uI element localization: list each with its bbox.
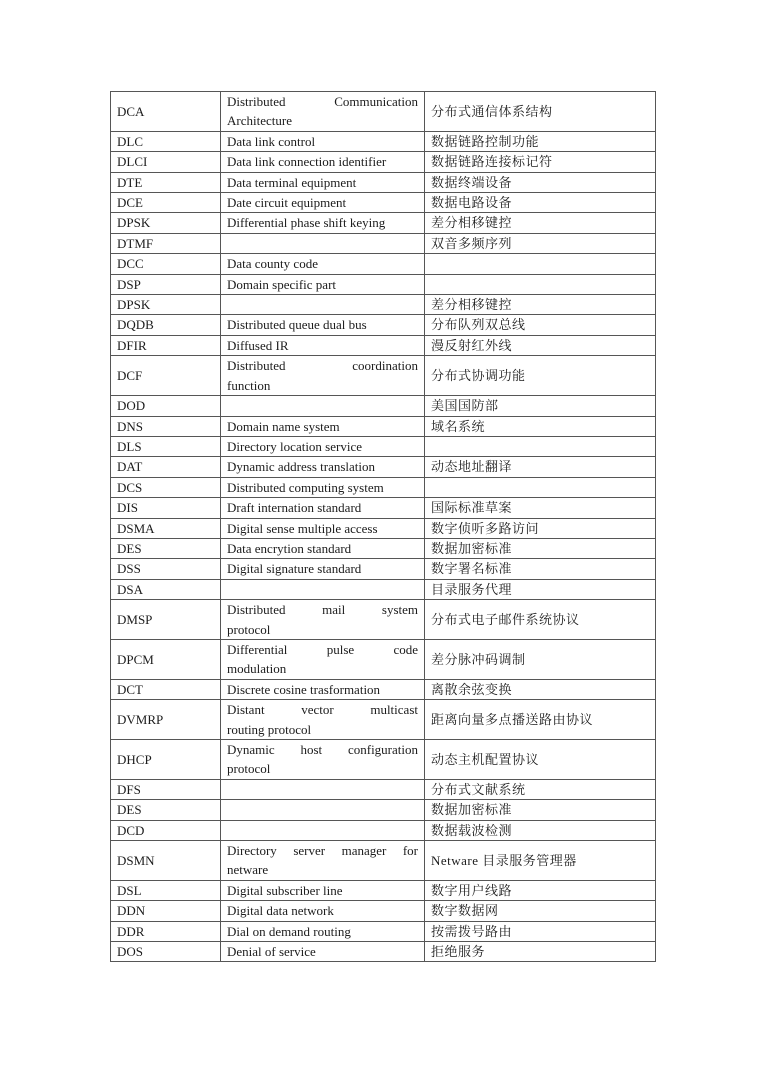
english-name-cell: Differential phase shift keying [221,213,425,233]
chinese-translation-cell: 双音多频序列 [425,233,656,253]
english-name-line: Differential pulse code [227,641,418,657]
english-name-cell [221,92,425,132]
chinese-translation-cell: 动态地址翻译 [425,457,656,477]
chinese-translation-cell: 拒绝服务 [425,942,656,962]
table-row [111,315,656,335]
chinese-translation-cell: 数据链路控制功能 [425,131,656,151]
english-name-cell [221,639,425,679]
english-name-cell: Denial of service [221,942,425,962]
english-name-cell: Discrete cosine trasformation [221,679,425,699]
table-row [111,396,656,416]
table-row [111,457,656,477]
table-row [111,152,656,172]
english-name-cell: Dial on demand routing [221,921,425,941]
table-row [111,92,656,132]
english-name-cell: Data link control [221,131,425,151]
chinese-translation-cell: 动态主机配置协议 [425,740,656,780]
chinese-translation-cell: 分布式文献系统 [425,779,656,799]
chinese-translation-cell: 数据终端设备 [425,172,656,192]
chinese-translation-cell: 分布队列双总线 [425,315,656,335]
abbreviation-cell: DCS [111,477,221,497]
chinese-translation-cell: 数据电路设备 [425,193,656,213]
table-row [111,639,656,679]
abbreviation-cell: DSMN [111,841,221,881]
table-row [111,295,656,315]
english-name-line: function [227,377,271,393]
chinese-translation-cell: 分布式协调功能 [425,356,656,396]
english-name-cell: Dynamic address translation [221,457,425,477]
english-name-line: Distant vector multicast [227,702,418,718]
glossary-table-body [111,92,656,962]
abbreviation-cell: DMSP [111,600,221,640]
chinese-translation-cell: 数字用户线路 [425,880,656,900]
abbreviation-cell: DOD [111,396,221,416]
chinese-translation-cell: 数字署名标准 [425,559,656,579]
english-name-cell: Domain specific part [221,274,425,294]
table-row [111,600,656,640]
table-row [111,172,656,192]
english-name-line: Architecture [227,113,292,129]
english-name-cell: Data county code [221,254,425,274]
table-row [111,356,656,396]
english-name-line: modulation [227,661,287,677]
english-name-cell: Diffused IR [221,335,425,355]
abbreviation-cell: DDN [111,901,221,921]
english-name-line: protocol [227,621,271,637]
abbreviation-cell: DES [111,800,221,820]
english-name-cell: Data encrytion standard [221,538,425,558]
english-name-line: netware [227,862,269,878]
table-row [111,498,656,518]
english-name-cell [221,820,425,840]
table-row [111,901,656,921]
chinese-translation-cell: 分布式通信体系结构 [425,92,656,132]
table-row [111,779,656,799]
abbreviation-cell: DSP [111,274,221,294]
chinese-translation-cell: 漫反射红外线 [425,335,656,355]
abbreviation-cell: DCC [111,254,221,274]
chinese-translation-cell: 差分脉冲码调制 [425,639,656,679]
chinese-translation-cell: Netware 目录服务管理器 [425,841,656,881]
table-row [111,942,656,962]
chinese-translation-cell: 距离向量多点播送路由协议 [425,700,656,740]
abbreviation-cell: DCA [111,92,221,132]
english-name-line: protocol [227,761,271,777]
table-row [111,538,656,558]
abbreviation-cell: DCF [111,356,221,396]
english-name-line: Dynamic host configuration [227,742,418,757]
abbreviation-cell: DSMA [111,518,221,538]
table-row [111,841,656,881]
chinese-translation-cell [425,477,656,497]
abbreviation-cell: DNS [111,416,221,436]
english-name-cell [221,841,425,881]
abbreviation-cell: DSA [111,579,221,599]
chinese-translation-cell: 离散余弦变换 [425,679,656,699]
english-name-line: Distributed coordination [227,358,418,374]
table-row [111,740,656,780]
glossary-table [110,91,656,962]
table-row [111,416,656,436]
abbreviation-cell: DLC [111,131,221,151]
english-name-cell [221,356,425,396]
english-name-cell: Digital data network [221,901,425,921]
chinese-translation-cell: 数据载波检测 [425,820,656,840]
chinese-translation-cell: 数字数据网 [425,901,656,921]
chinese-translation-cell [425,274,656,294]
abbreviation-cell: DSS [111,559,221,579]
abbreviation-cell: DQDB [111,315,221,335]
english-name-cell: Distributed queue dual bus [221,315,425,335]
abbreviation-cell: DIS [111,498,221,518]
abbreviation-cell: DLS [111,436,221,456]
abbreviation-cell: DPCM [111,639,221,679]
table-row [111,233,656,253]
english-name-cell [221,800,425,820]
english-name-cell: Digital signature standard [221,559,425,579]
abbreviation-cell: DPSK [111,295,221,315]
chinese-translation-cell: 数据链路连接标记符 [425,152,656,172]
abbreviation-cell: DFS [111,779,221,799]
abbreviation-cell: DDR [111,921,221,941]
english-name-line: Directory server manager for [227,843,418,859]
english-name-cell: Domain name system [221,416,425,436]
chinese-translation-cell: 差分相移键控 [425,213,656,233]
chinese-translation-cell: 域名系统 [425,416,656,436]
chinese-translation-cell [425,254,656,274]
abbreviation-cell: DSL [111,880,221,900]
table-row [111,579,656,599]
table-row [111,213,656,233]
chinese-translation-cell: 美国国防部 [425,396,656,416]
chinese-translation-cell: 数字侦听多路访问 [425,518,656,538]
chinese-translation-cell: 差分相移键控 [425,295,656,315]
english-name-cell [221,233,425,253]
english-name-cell [221,600,425,640]
table-row [111,477,656,497]
table-row [111,880,656,900]
abbreviation-cell: DFIR [111,335,221,355]
english-name-cell: Digital sense multiple access [221,518,425,538]
abbreviation-cell: DAT [111,457,221,477]
abbreviation-cell: DCE [111,193,221,213]
abbreviation-cell: DTMF [111,233,221,253]
abbreviation-cell: DHCP [111,740,221,780]
table-row [111,700,656,740]
table-row [111,559,656,579]
english-name-cell: Draft internation standard [221,498,425,518]
english-name-cell [221,579,425,599]
table-row [111,254,656,274]
abbreviation-cell: DCT [111,679,221,699]
chinese-translation-cell: 国际标准草案 [425,498,656,518]
abbreviation-cell: DLCI [111,152,221,172]
chinese-translation-cell: 按需拨号路由 [425,921,656,941]
chinese-translation-cell: 数据加密标准 [425,538,656,558]
english-name-cell: Digital subscriber line [221,880,425,900]
english-name-cell: Data link connection identifier [221,152,425,172]
english-name-cell: Data terminal equipment [221,172,425,192]
table-row [111,518,656,538]
abbreviation-cell: DTE [111,172,221,192]
english-name-cell [221,295,425,315]
table-row [111,436,656,456]
english-name-line: Distributed mail system [227,602,418,618]
abbreviation-cell: DPSK [111,213,221,233]
table-row [111,921,656,941]
english-name-line: Distributed Communication [227,94,418,109]
english-name-line: routing protocol [227,721,312,737]
table-row [111,335,656,355]
chinese-translation-cell: 数据加密标准 [425,800,656,820]
chinese-translation-cell: 目录服务代理 [425,579,656,599]
abbreviation-cell: DCD [111,820,221,840]
abbreviation-cell: DVMRP [111,700,221,740]
english-name-cell: Distributed computing system [221,477,425,497]
english-name-cell: Date circuit equipment [221,193,425,213]
table-row [111,274,656,294]
english-name-cell [221,740,425,780]
table-row [111,193,656,213]
english-name-cell: Directory location service [221,436,425,456]
chinese-translation-cell [425,436,656,456]
table-row [111,820,656,840]
chinese-translation-cell: 分布式电子邮件系统协议 [425,600,656,640]
table-row [111,679,656,699]
abbreviation-cell: DOS [111,942,221,962]
english-name-cell [221,779,425,799]
table-row [111,131,656,151]
english-name-cell [221,396,425,416]
table-row [111,800,656,820]
english-name-cell [221,700,425,740]
abbreviation-cell: DES [111,538,221,558]
